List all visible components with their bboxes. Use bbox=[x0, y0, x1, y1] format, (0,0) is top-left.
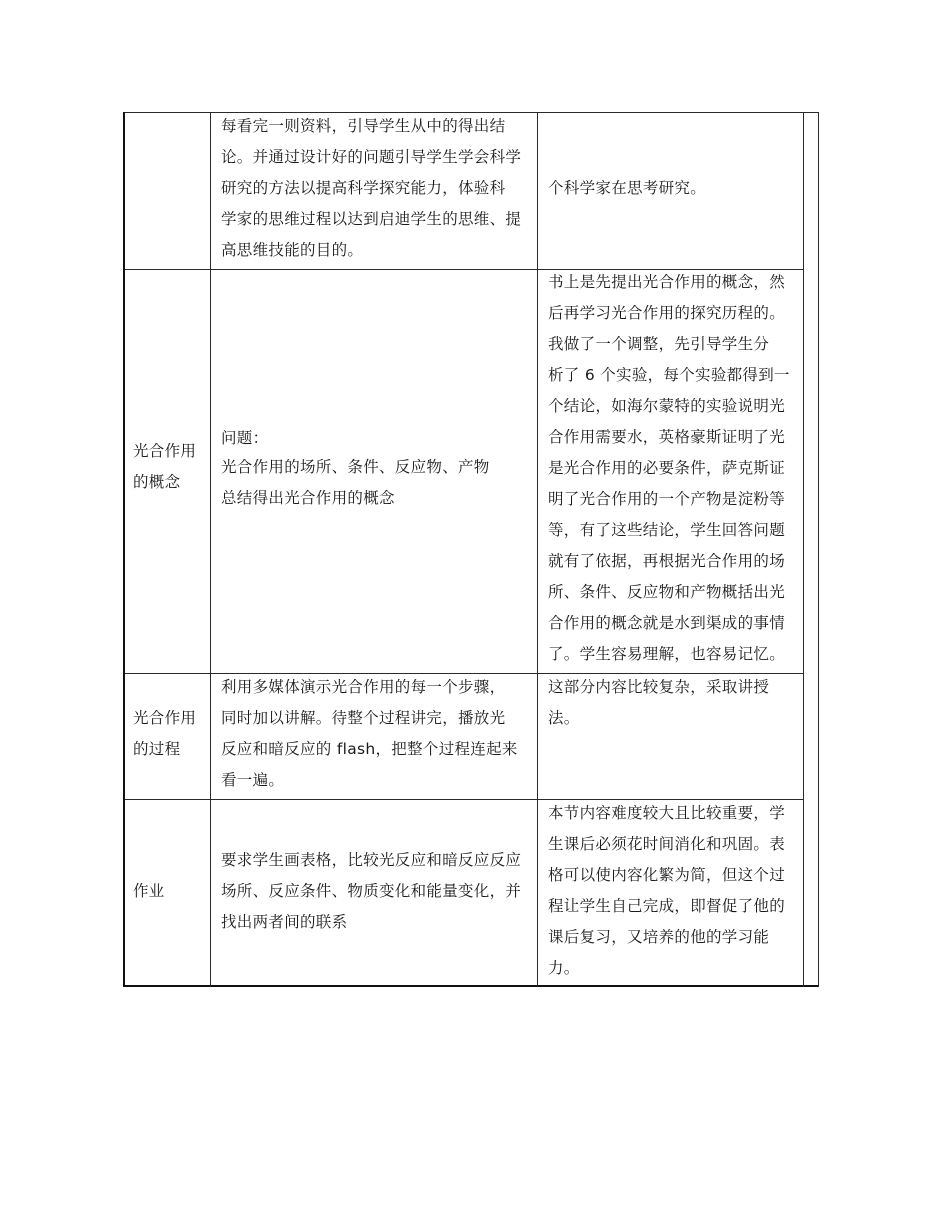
note-line: 书上是先提出光合作用的概念，然 bbox=[548, 273, 786, 291]
topic-line: 作业 bbox=[133, 882, 165, 900]
column-divider-3 bbox=[803, 112, 804, 987]
activity-line: 利用多媒体演示光合作用的每一个步骤， bbox=[221, 678, 506, 696]
activity-line: 总结得出光合作用的概念 bbox=[221, 489, 395, 507]
note-line: 是光合作用的必要条件，萨克斯证 bbox=[548, 459, 786, 477]
row-divider-2 bbox=[123, 673, 804, 674]
row-divider-3 bbox=[123, 799, 804, 800]
topic-line: 的过程 bbox=[133, 740, 181, 758]
column-divider-2 bbox=[537, 112, 538, 987]
activity-line: 研究的方法以提高科学探究能力，体验科 bbox=[221, 179, 506, 197]
activity-line: 光合作用的场所、条件、反应物、产物 bbox=[221, 458, 490, 476]
note-line: 个结论，如海尔蒙特的实验说明光 bbox=[548, 397, 786, 415]
table-left-border bbox=[123, 112, 125, 987]
activity-line: 场所、反应条件、物质变化和能量变化，并 bbox=[221, 882, 522, 900]
activity-line: 看一遍。 bbox=[221, 771, 285, 789]
activity-line: 论。并通过设计好的问题引导学生学会科学 bbox=[221, 148, 522, 166]
note-line: 课后复习，又培养的他的学习能 bbox=[548, 928, 770, 946]
table-right-border bbox=[818, 112, 819, 987]
note-line: 力。 bbox=[548, 959, 580, 977]
activity-line: 要求学生画表格，比较光反应和暗反应反应 bbox=[221, 851, 522, 869]
note-line: 后再学习光合作用的探究历程的。 bbox=[548, 304, 786, 322]
note-line: 我做了一个调整，先引导学生分 bbox=[548, 335, 770, 353]
activity-line: 每看完一则资料，引导学生从中的得出结 bbox=[221, 117, 506, 135]
note-line: 生课后必须花时间消化和巩固。表 bbox=[548, 835, 786, 853]
note-line: 合作用的概念就是水到渠成的事情 bbox=[548, 614, 786, 632]
activity-line: 高思维技能的目的。 bbox=[221, 241, 364, 259]
activity-line: 找出两者间的联系 bbox=[221, 913, 348, 931]
note-line: 合作用需要水，英格豪斯证明了光 bbox=[548, 428, 786, 446]
table-bottom-border bbox=[123, 985, 819, 987]
note-line: 格可以使内容化繁为简，但这个过 bbox=[548, 866, 786, 884]
note-line: 等，有了这些结论，学生回答问题 bbox=[548, 521, 786, 539]
activity-line: 同时加以讲解。待整个过程讲完，播放光 bbox=[221, 709, 506, 727]
activity-line: 反应和暗反应的 flash，把整个过程连起来 bbox=[221, 740, 518, 758]
note-line: 析了 6 个实验，每个实验都得到一 bbox=[548, 366, 790, 384]
note-line: 法。 bbox=[548, 709, 580, 727]
column-divider-1 bbox=[210, 112, 211, 987]
note-line: 就有了依据，再根据光合作用的场 bbox=[548, 552, 786, 570]
row-divider-1 bbox=[123, 269, 804, 270]
note-line: 程让学生自己完成，即督促了他的 bbox=[548, 897, 786, 915]
note-line: 明了光合作用的一个产物是淀粉等 bbox=[548, 490, 786, 508]
topic-line: 光合作用 bbox=[133, 709, 197, 727]
note-line: 本节内容难度较大且比较重要，学 bbox=[548, 804, 786, 822]
table-top-border bbox=[123, 112, 819, 113]
topic-line: 的概念 bbox=[133, 473, 181, 491]
activity-line: 学家的思维过程以达到启迪学生的思维、提 bbox=[221, 210, 522, 228]
note-line: 所、条件、反应物和产物概括出光 bbox=[548, 583, 786, 601]
note-line: 了。学生容易理解，也容易记忆。 bbox=[548, 645, 786, 663]
topic-line: 光合作用 bbox=[133, 442, 197, 460]
note-line: 个科学家在思考研究。 bbox=[548, 179, 707, 197]
activity-line: 问题： bbox=[221, 429, 269, 447]
note-line: 这部分内容比较复杂，采取讲授 bbox=[548, 678, 770, 696]
